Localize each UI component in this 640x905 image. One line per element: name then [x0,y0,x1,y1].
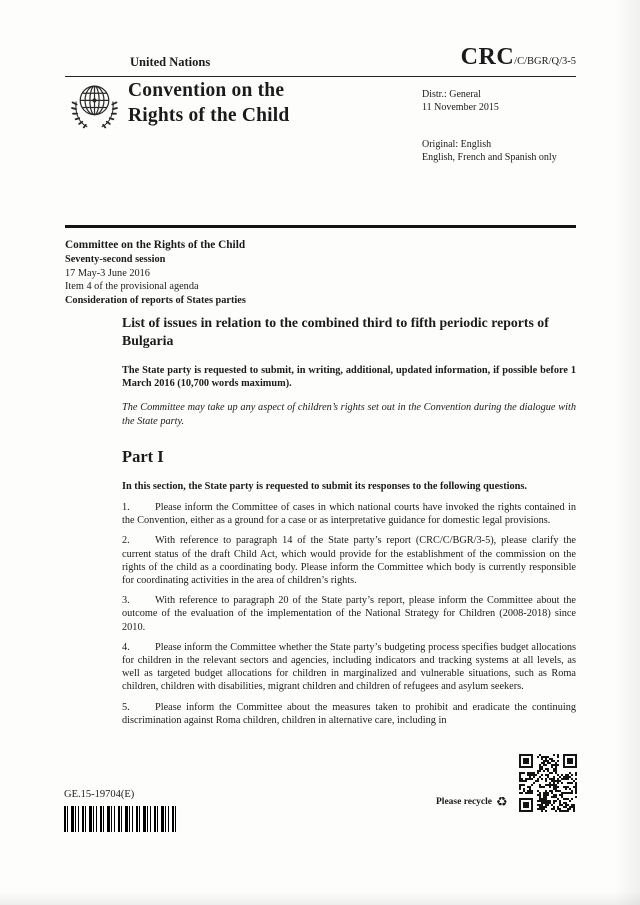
paragraph-4 [122,641,576,694]
committee-name: Committee on the Rights of the Child [65,239,246,251]
part-intro: In this section, the State party is requested to submit its responses to the following questions. [122,480,527,492]
scan-artifact [614,0,640,905]
convention-title [128,79,289,128]
distribution-block [422,88,557,164]
un-emblem-icon [69,80,120,131]
recycle-label: Please recycle [436,797,492,807]
doc-symbol-suffix: /C/BGR/Q/3-5 [514,56,576,67]
distribution-line: Distr.: General [422,89,481,100]
recycle-note [436,795,508,810]
paragraph-4-text: Please inform the Committee whether the State party’s budgeting process specifies budget allocations for children in the relevant sectors and agencies, including indicators and tracking systems at all levels, as well as targeted budget allocations for children in marginalized and vulnerable situations, such as Roma children, children with disabilities, migrant children and children of refugees and asylum seekers. [122,641,576,693]
paragraph-5 [122,701,576,727]
paragraph-2 [122,534,576,587]
scan-artifact [0,891,640,905]
doc-symbol-prefix: CRC [460,44,515,70]
org-name: United Nations [130,55,211,69]
paragraph-3-number: 3. [122,595,130,607]
request-note: The State party is requested to submit, in writing, additional, updated information, if possible before 1 March 2016 (10,700 words maximum). [122,365,576,390]
session-dates: 17 May-3 June 2016 [65,267,150,279]
barcode [64,806,178,832]
convention-title-line2: Rights of the Child [128,104,290,126]
paragraph-1-number: 1. [122,502,130,514]
recycle-icon: ♻ [496,795,508,810]
session-line: Seventy-second session [65,254,166,266]
languages-note-line: English, French and Spanish only [422,152,557,163]
ge-number: GE.15-19704(E) [64,789,135,800]
header-rule [65,76,576,77]
agenda-item: Item 4 of the provisional agenda [65,281,199,293]
paragraph-2-text: With reference to paragraph 14 of the State party’s report (CRC/C/BGR/3-5), please clarify the current status of the draft Child Act, which would provide for the establishment of the commission on the rights of the child as a coordinating body. Please inform the Committee which body is currently responsible for coordinating activities in the area of children’s rights. [122,535,576,587]
document-body [122,314,576,734]
paragraph-1-text: Please inform the Committee of cases in which national courts have invoked the rights contained in the Convention, either as a ground for a case or as interpretative guidance for domestic legal provisions. [122,502,576,527]
committee-block [65,239,246,307]
paragraph-5-number: 5. [122,701,130,713]
paragraph-3-text: With reference to paragraph 20 of the State party’s report, please inform the Committee about the outcome of the evaluation of the implementation of the National Strategy for Children (2008-2018) since 2010. [122,595,576,633]
qr-code [519,754,577,812]
date-line: 11 November 2015 [422,102,499,113]
paragraph-5-text: Please inform the Committee about the measures taken to prohibit and eradicate the continuing discrimination against Roma children, children in alternative care, including in [122,701,576,726]
section-rule [65,225,576,228]
spacer [422,114,557,138]
paragraph-4-number: 4. [122,641,130,653]
agenda-title: Consideration of reports of States parties [65,294,246,306]
document-title: List of issues in relation to the combined third to fifth periodic reports of Bulgaria [122,315,549,348]
original-language-line: Original: English [422,139,492,150]
paragraph-2-number: 2. [122,535,130,547]
doc-symbol [461,44,576,71]
convention-title-line1: Convention on the [128,80,285,101]
part-heading: Part I [122,446,164,466]
paragraph-3 [122,594,576,634]
paragraph-1 [122,501,576,527]
dialogue-note: The Committee may take up any aspect of children’s rights set out in the Convention during the dialogue with the State party. [122,402,576,427]
